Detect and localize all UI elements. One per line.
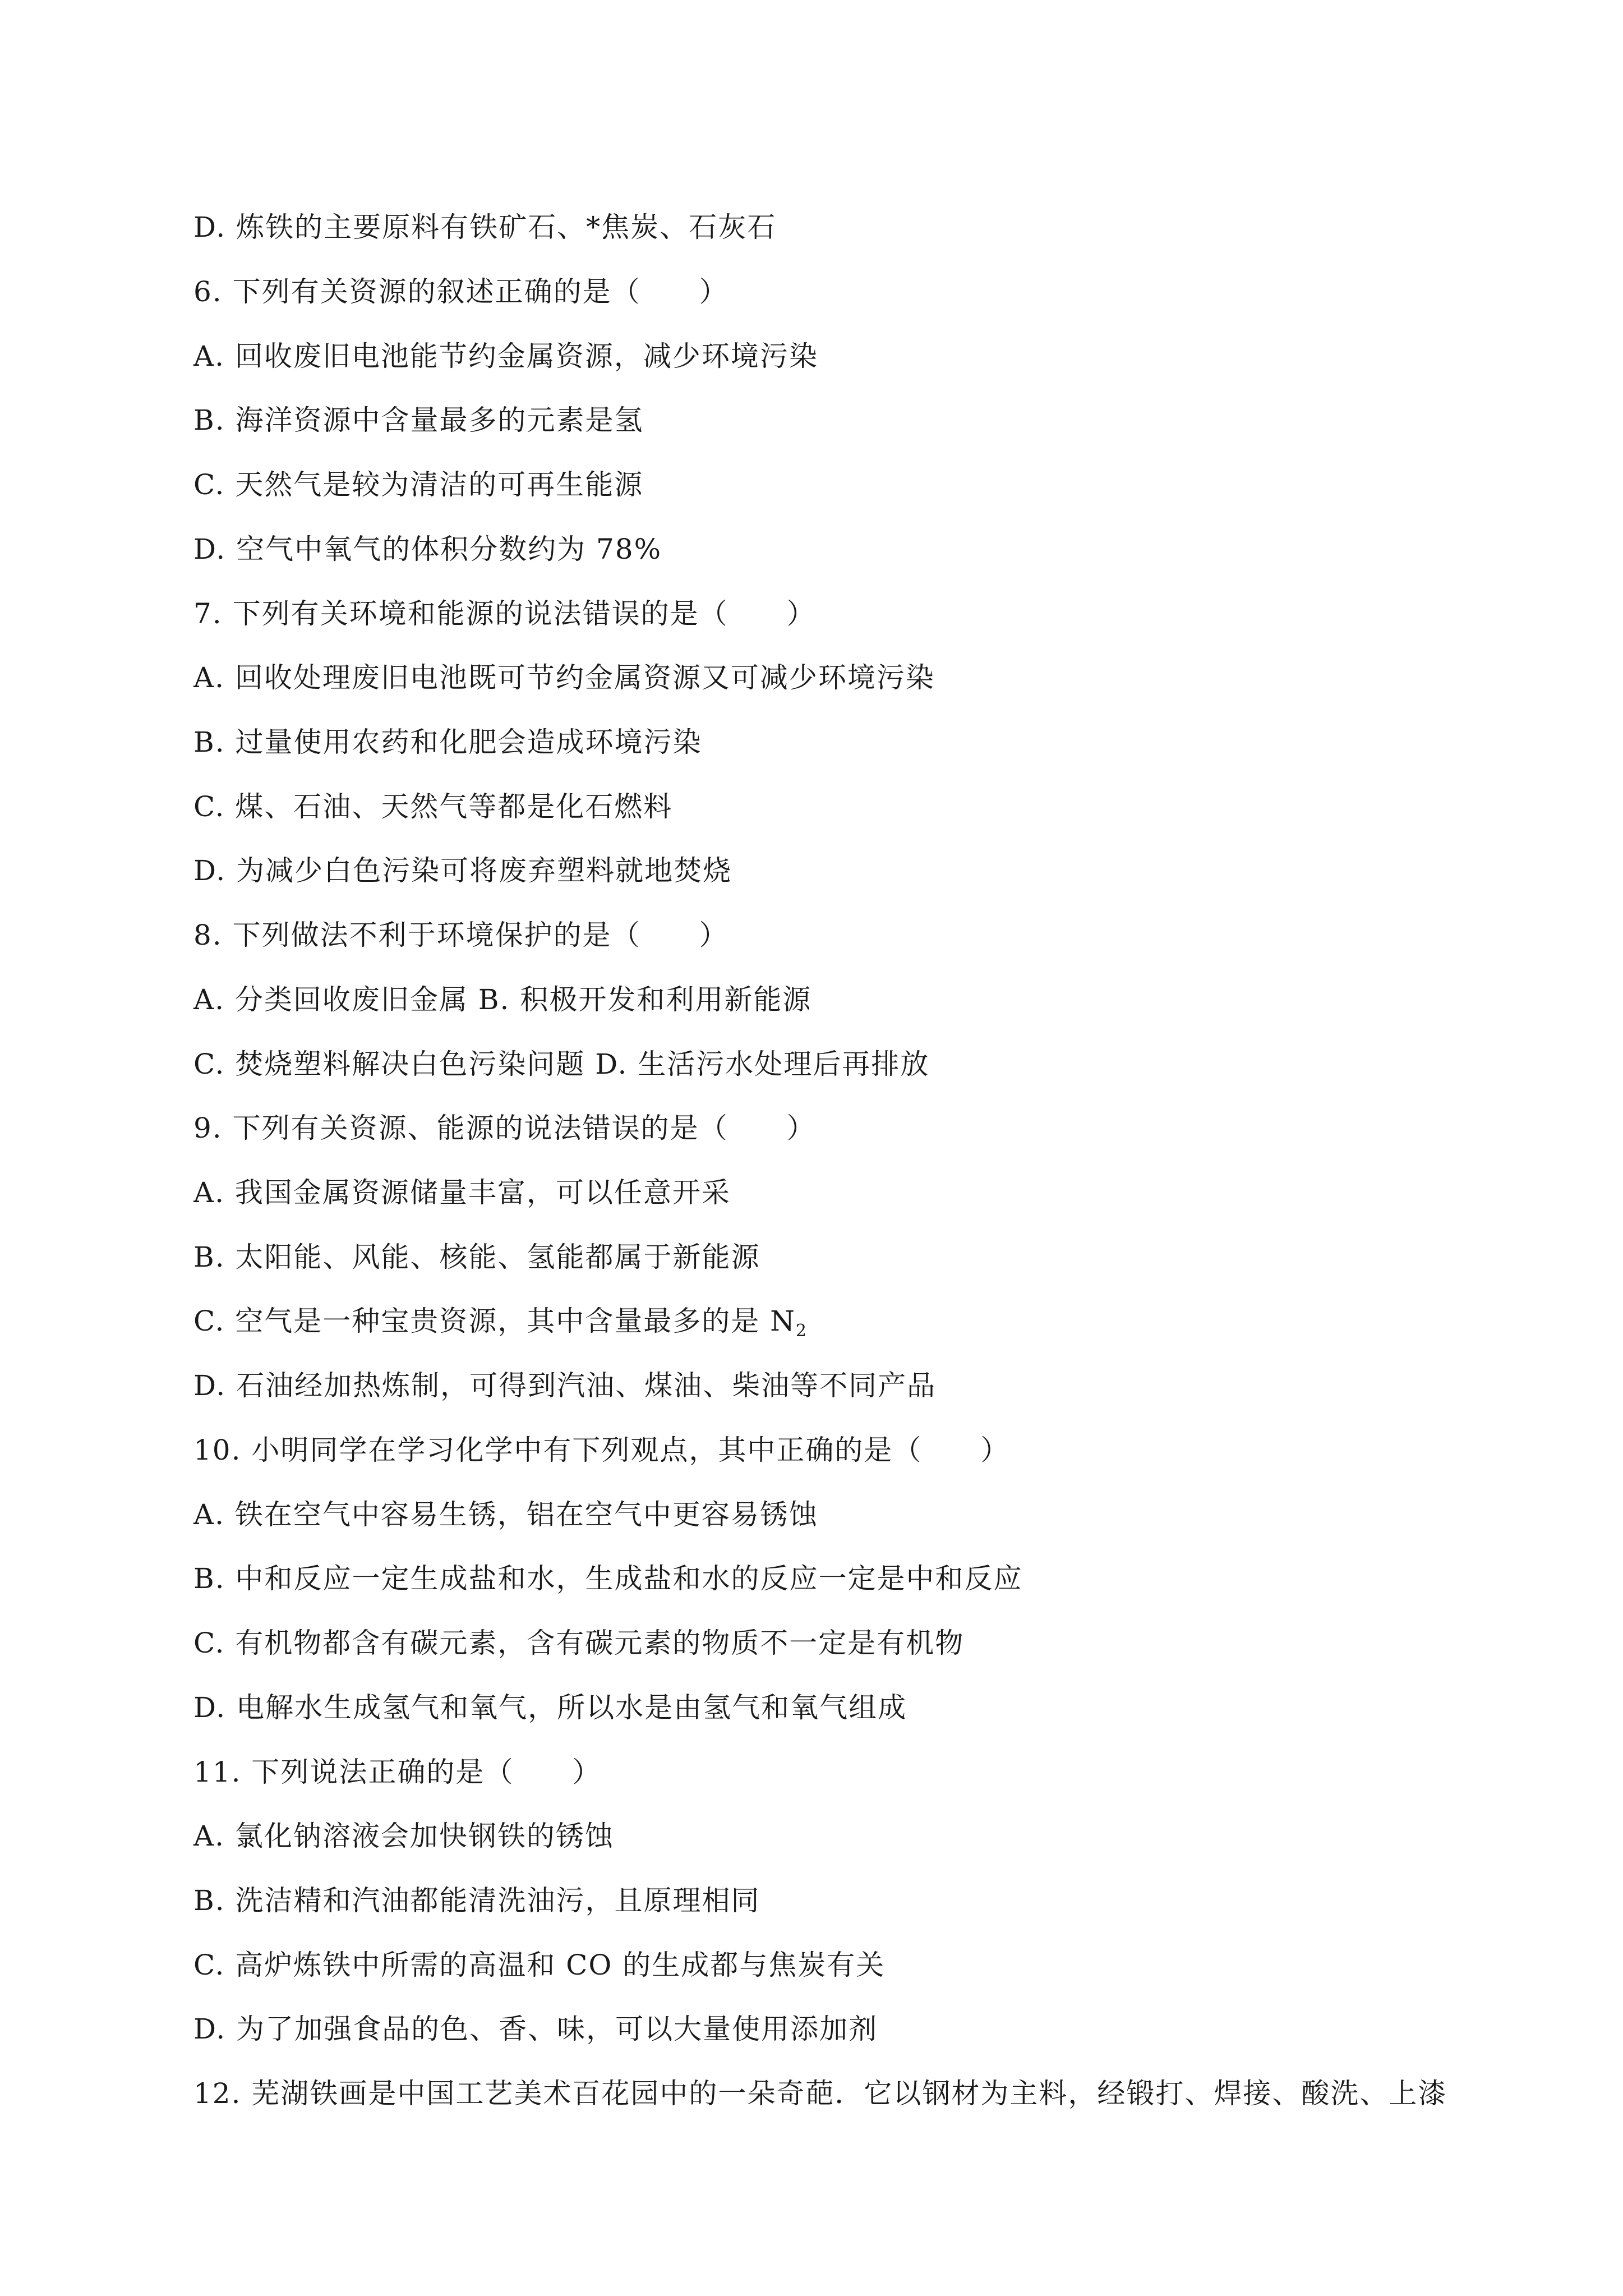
option-7a: A. 回收处理废旧电池既可节约金属资源又可减少环境污染 — [193, 661, 935, 694]
option-9c-text: C. 空气是一种宝贵资源，其中含量最多的是 N — [193, 1305, 796, 1337]
question-6: 6. 下列有关资源的叙述正确的是（ ） — [193, 275, 728, 308]
question-8: 8. 下列做法不利于环境保护的是（ ） — [193, 919, 728, 951]
option-5d: D. 炼铁的主要原料有铁矿石、*焦炭、石灰石 — [193, 211, 777, 243]
option-9d: D. 石油经加热炼制，可得到汽油、煤油、柴油等不同产品 — [193, 1369, 937, 1402]
option-9c — [193, 1304, 808, 1341]
option-11a: A. 氯化钠溶液会加快钢铁的锈蚀 — [193, 1820, 614, 1852]
n2-subscript: 2 — [795, 1321, 808, 1341]
option-7d: D. 为减少白色污染可将废弃塑料就地焚烧 — [193, 854, 732, 887]
option-11b: B. 洗洁精和汽油都能清洗油污，且原理相同 — [193, 1884, 760, 1917]
option-6a: A. 回收废旧电池能节约金属资源，减少环境污染 — [193, 340, 818, 372]
question-10: 10. 小明同学在学习化学中有下列观点，其中正确的是（ ） — [193, 1434, 1010, 1466]
question-12: 12. 芜湖铁画是中国工艺美术百花园中的一朵奇葩．它以钢材为主料，经锻打、焊接、酸洗、上漆 — [193, 2077, 1447, 2110]
option-11c: C. 高炉炼铁中所需的高温和 CO 的生成都与焦炭有关 — [193, 1949, 886, 1981]
question-7: 7. 下列有关环境和能源的说法错误的是（ ） — [193, 597, 816, 630]
question-11: 11. 下列说法正确的是（ ） — [193, 1756, 602, 1788]
option-11d: D. 为了加强食品的色、香、味，可以大量使用添加剂 — [193, 2013, 878, 2045]
option-10d: D. 电解水生成氢气和氧气，所以水是由氢气和氧气组成 — [193, 1691, 907, 1724]
option-7b: B. 过量使用农药和化肥会造成环境污染 — [193, 726, 702, 758]
option-10a: A. 铁在空气中容易生锈，铝在空气中更容易锈蚀 — [193, 1498, 818, 1531]
option-10b: B. 中和反应一定生成盐和水，生成盐和水的反应一定是中和反应 — [193, 1562, 1023, 1595]
option-6c: C. 天然气是较为清洁的可再生能源 — [193, 468, 644, 501]
option-6b: B. 海洋资源中含量最多的元素是氢 — [193, 404, 644, 436]
options-8cd: C. 焚烧塑料解决白色污染问题 D. 生活污水处理后再排放 — [193, 1048, 930, 1080]
question-9: 9. 下列有关资源、能源的说法错误的是（ ） — [193, 1112, 816, 1144]
option-9b: B. 太阳能、风能、核能、氢能都属于新能源 — [193, 1241, 760, 1273]
option-10c: C. 有机物都含有碳元素，含有碳元素的物质不一定是有机物 — [193, 1627, 965, 1659]
option-9a: A. 我国金属资源储量丰富，可以任意开采 — [193, 1176, 731, 1209]
options-8ab: A. 分类回收废旧金属 B. 积极开发和利用新能源 — [193, 983, 812, 1016]
option-6d: D. 空气中氧气的体积分数约为 78% — [193, 533, 662, 565]
option-7c: C. 煤、石油、天然气等都是化石燃料 — [193, 790, 673, 823]
